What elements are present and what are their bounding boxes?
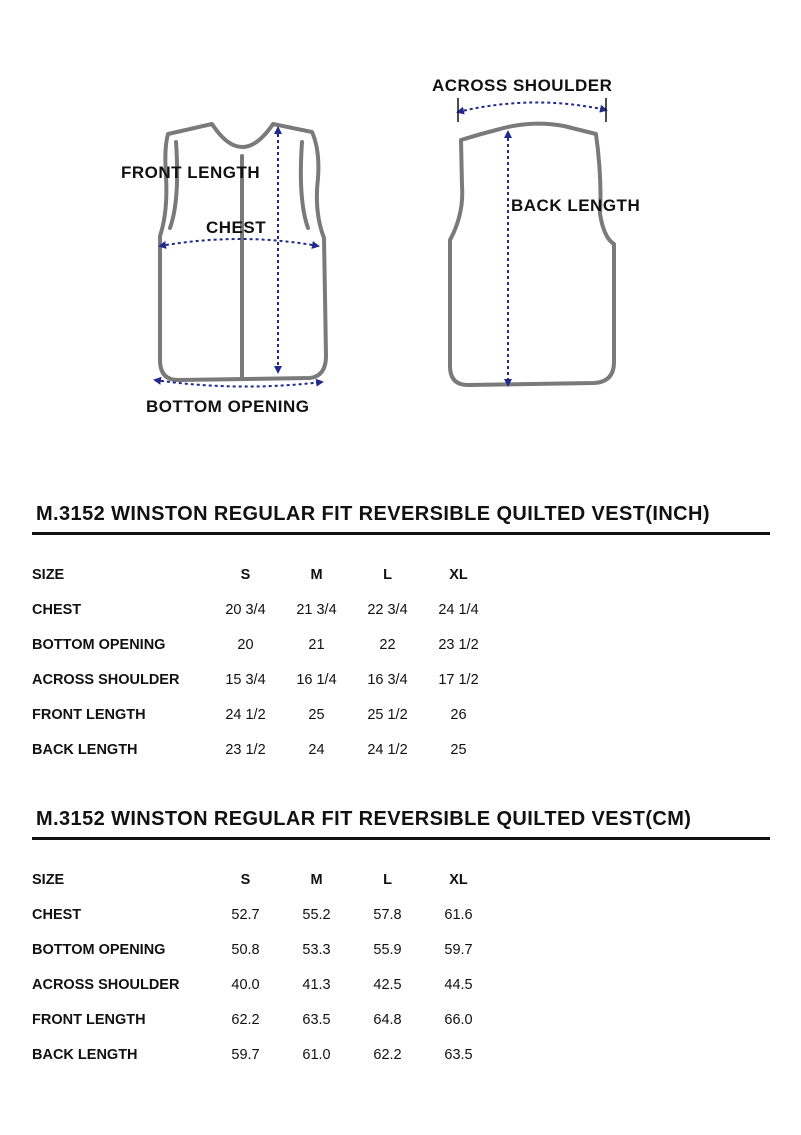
size-chart-cm-title: M.3152 WINSTON REGULAR FIT REVERSIBLE QUILTED VEST(CM) <box>36 808 692 830</box>
header-s: S <box>240 871 251 888</box>
cell-value: 16 3/4 <box>367 671 408 688</box>
cell-value: 21 3/4 <box>296 601 337 618</box>
cell-value: 44.5 <box>444 976 473 993</box>
row-label: BACK LENGTH <box>32 741 138 758</box>
header-l: L <box>383 871 392 888</box>
measurement-lines <box>155 102 606 386</box>
cell-value: 59.7 <box>444 941 473 958</box>
cell-value: 24 1/2 <box>225 706 266 723</box>
cell-value: 22 <box>379 636 396 653</box>
cell-value: 20 <box>237 636 254 653</box>
cell-value: 23 1/2 <box>438 636 479 653</box>
row-label: BOTTOM OPENING <box>32 636 166 653</box>
cell-value: 17 1/2 <box>438 671 479 688</box>
table-row <box>32 1037 494 1072</box>
row-label: FRONT LENGTH <box>32 1011 146 1028</box>
cell-value: 63.5 <box>302 1011 331 1028</box>
vest-measurement-diagram <box>0 0 801 440</box>
header-m: M <box>310 566 323 583</box>
header-m: M <box>310 871 323 888</box>
size-table-inch <box>32 557 494 767</box>
table-row <box>32 897 494 932</box>
cell-value: 15 3/4 <box>225 671 266 688</box>
cell-value: 21 <box>308 636 325 653</box>
cell-value: 26 <box>450 706 467 723</box>
table-row <box>32 967 494 1002</box>
table-row <box>32 592 494 627</box>
cell-value: 24 <box>308 741 325 758</box>
across-shoulder-arrow <box>458 102 606 112</box>
row-label: BACK LENGTH <box>32 1046 138 1063</box>
bottom-opening-label: BOTTOM OPENING <box>146 397 310 416</box>
across-shoulder-label: ACROSS SHOULDER <box>432 76 613 95</box>
cell-value: 64.8 <box>373 1011 402 1028</box>
cell-value: 53.3 <box>302 941 331 958</box>
row-label: CHEST <box>32 601 82 618</box>
header-xl: XL <box>449 871 468 888</box>
chest-arrow <box>160 239 318 246</box>
section-divider <box>32 837 770 840</box>
front-length-label: FRONT LENGTH <box>121 163 261 182</box>
cell-value: 24 1/2 <box>367 741 408 758</box>
cell-value: 20 3/4 <box>225 601 266 618</box>
table-row <box>32 1002 494 1037</box>
cell-value: 63.5 <box>444 1046 473 1063</box>
table-row <box>32 697 494 732</box>
row-label: BOTTOM OPENING <box>32 941 166 958</box>
cell-value: 24 1/4 <box>438 601 479 618</box>
table-row <box>32 932 494 967</box>
header-l: L <box>383 566 392 583</box>
header-size: SIZE <box>32 566 65 583</box>
table-row <box>32 662 494 697</box>
cell-value: 25 1/2 <box>367 706 408 723</box>
cell-value: 61.0 <box>302 1046 331 1063</box>
cell-value: 57.8 <box>373 906 402 923</box>
table-row <box>32 627 494 662</box>
cell-value: 41.3 <box>302 976 331 993</box>
cell-value: 16 1/4 <box>296 671 337 688</box>
cell-value: 40.0 <box>231 976 260 993</box>
cell-value: 42.5 <box>373 976 402 993</box>
back-vest-outline <box>450 124 614 385</box>
header-s: S <box>240 566 251 583</box>
header-xl: XL <box>449 566 468 583</box>
cell-value: 23 1/2 <box>225 741 266 758</box>
cell-value: 61.6 <box>444 906 473 923</box>
cell-value: 50.8 <box>231 941 260 958</box>
row-label: ACROSS SHOULDER <box>32 671 180 688</box>
chest-label: CHEST <box>206 218 267 237</box>
cell-value: 55.2 <box>302 906 331 923</box>
size-table-cm <box>32 862 494 1072</box>
cell-value: 25 <box>450 741 467 758</box>
cell-value: 25 <box>308 706 325 723</box>
table-header-row <box>32 557 494 592</box>
cell-value: 62.2 <box>373 1046 402 1063</box>
cell-value: 59.7 <box>231 1046 260 1063</box>
table-row <box>32 732 494 767</box>
back-length-label: BACK LENGTH <box>511 196 641 215</box>
row-label: ACROSS SHOULDER <box>32 976 180 993</box>
row-label: FRONT LENGTH <box>32 706 146 723</box>
header-size: SIZE <box>32 871 65 888</box>
cell-value: 52.7 <box>231 906 260 923</box>
table-header-row <box>32 862 494 897</box>
cell-value: 66.0 <box>444 1011 473 1028</box>
cell-value: 22 3/4 <box>367 601 408 618</box>
section-divider <box>32 532 770 535</box>
row-label: CHEST <box>32 906 82 923</box>
size-chart-inch-title: M.3152 WINSTON REGULAR FIT REVERSIBLE QUILTED VEST(INCH) <box>36 503 710 525</box>
cell-value: 55.9 <box>373 941 402 958</box>
cell-value: 62.2 <box>231 1011 260 1028</box>
